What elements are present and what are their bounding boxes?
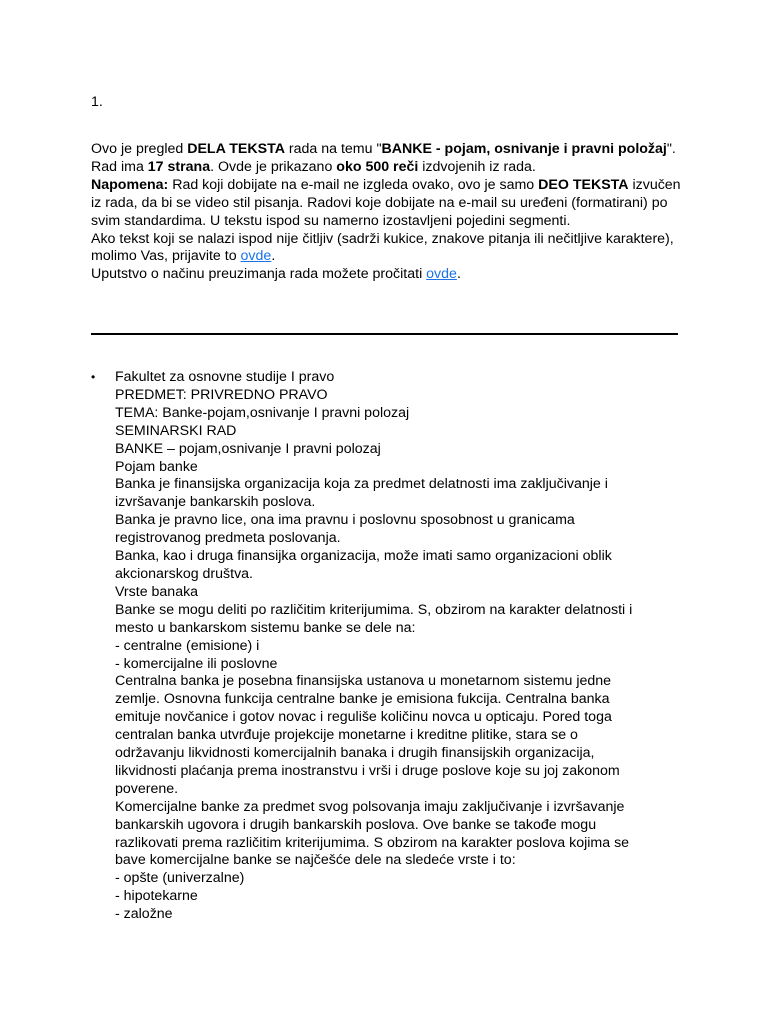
note-text: izvučen iz rada, da bi se video stil pisanja. Radovi koje dobijate na e-mail su uređeni (formatirani) po svim standardima. U tekstu ispod su namerno izostavljeni pojedini segmenti. [91,176,681,229]
intro-text: izdvojenih iz rada. [418,158,536,175]
excerpt-line: bave komercijalne banke se najčešće dele na sledeće vrste i to: [115,852,516,869]
intro-paragraph [91,141,691,284]
excerpt-line: Centralna banka je posebna finansijska ustanova u monetarnom sistemu jedne [115,673,612,690]
excerpt-line: - centralne (emisione) i [115,637,260,654]
excerpt-line: poverene. [115,780,179,797]
report-text-end: . [271,248,276,265]
note-label: Napomena: [91,176,169,193]
page-count: 17 strana [147,158,211,175]
excerpt-line: Pojam banke [115,458,198,475]
excerpt-line: Fakultet za osnovne studije I pravo [115,369,335,385]
intro-text: . Ovde je prikazano [210,158,337,175]
excerpt-line: PREDMET: PRIVREDNO PRAVO [115,386,328,403]
page-number: 1. [91,94,103,110]
excerpt-line: akcionarskog društva. [115,565,254,582]
excerpt-line: izvršavanje bankarskih poslova. [115,494,316,511]
report-link[interactable]: ovde [240,248,272,265]
excerpt-line: - založne [115,906,173,923]
excerpt-line: SEMINARSKI RAD [115,422,237,439]
excerpt-line: Banka je pravno lice, ona ima pravnu i poslovnu sposobnost u granicama [115,512,575,529]
instructions-text-end: . [456,266,461,283]
excerpt-line: centralan banka utvrđuje projekcije monetarne i kreditne plitike, stara se o [115,727,578,744]
excerpt-line: Banke se mogu deliti po različitim kriterijumima. S, obzirom na karakter delatnosti i [115,601,633,618]
excerpt-line: - komercijalne ili poslovne [115,655,278,672]
report-text: Ako tekst koji se nalazi ispod nije čitljiv (sadrži kukice, znakove pitanja ili nečitljive karaktere), molimo Vas, prijavite to [91,230,674,265]
excerpt-line: registrovanog predmeta poslovanja. [115,530,341,547]
paper-title: BANKE - pojam, osnivanje i pravni položaj [381,141,667,157]
excerpt-line: Vrste banaka [115,583,199,600]
excerpt-lines [115,369,675,924]
intro-text: Ovo je pregled [91,141,188,157]
note-bold: DEO TEKSTA [538,176,629,193]
excerpt-line: zemlje. Osnovna funkcija centralne banke je emisiona fukcija. Centralna banka [115,691,610,708]
excerpt-line: likvidnosti plaćanja prema inostranstvu i vrši i druge poslove koje su joj zakonom [115,762,620,779]
excerpt-line: BANKE – pojam,osnivanje I pravni polozaj [115,440,381,457]
note-text: Rad koji dobijate na e-mail ne izgleda ovako, ovo je samo [168,176,539,193]
excerpt-line: bankarskih ugovora i drugih bankarskih poslova. Ove banke se takođe mogu [115,816,597,833]
horizontal-divider [91,333,678,335]
bullet-icon: • [91,370,96,384]
excerpt-line: Banka, kao i druga finansijka organizacija, može imati samo organizacioni oblik [115,548,612,565]
word-count: oko 500 reči [336,158,419,175]
intro-text: ". Rad ima [91,141,676,175]
excerpt-line: razlikovati prema različitim kriterijumima. S obzirom na karakter poslova kojima se [115,834,630,851]
excerpt-line: - hipotekarne [115,888,198,905]
intro-text: rada na temu " [284,141,382,157]
instructions-link[interactable]: ovde [426,266,457,283]
intro-notice [91,141,691,284]
excerpt-line: održavanju likvidnosti komercijalnih banaka i drugih finansijskih organizacija, [115,745,595,762]
excerpt-line: TEMA: Banke-pojam,osnivanje I pravni polozaj [115,404,410,421]
instructions-text: Uputstvo o načinu preuzimanja rada možete pročitati [91,266,427,283]
excerpt-line: emituje novčanice i gotov novac i reguliše količinu novca u opticaju. Pored toga [115,709,612,726]
intro-bold: DELA TEKSTA [187,141,285,157]
excerpt-line: Komercijalne banke za predmet svog polsovanja imaju zaključivanje i izvršavanje [115,798,625,815]
excerpt-line: Banka je finansijska organizacija koja za predmet delatnosti ima zaključivanje i [115,476,608,493]
excerpt-line: mesto u bankarskom sistemu banke se dele na: [115,619,416,636]
excerpt-line: - opšte (univerzalne) [115,870,245,887]
